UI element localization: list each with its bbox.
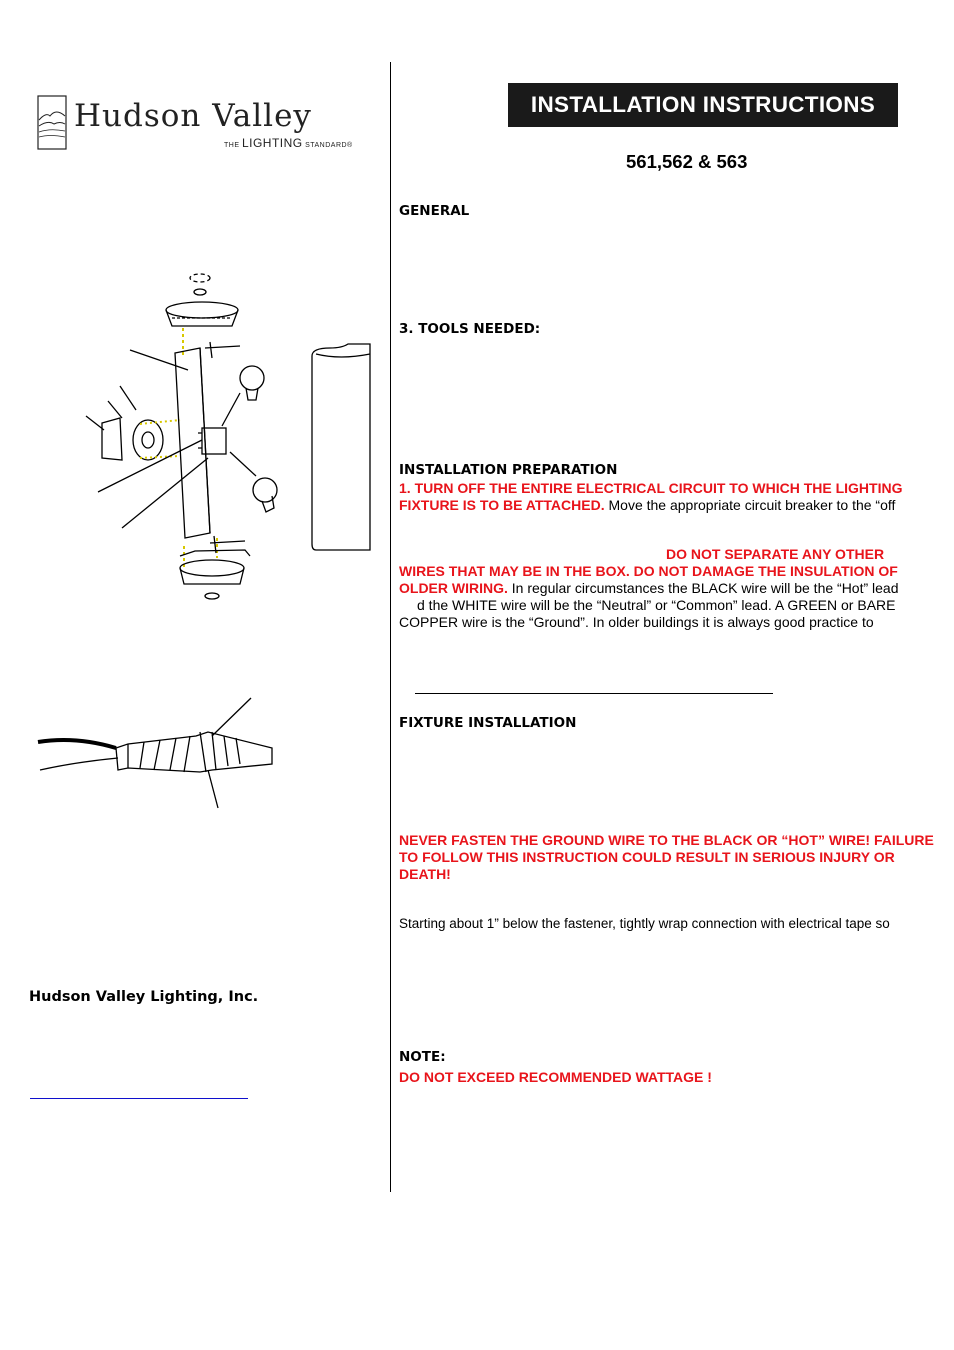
general-heading: GENERAL — [399, 203, 470, 219]
ground-warning: NEVER FASTEN THE GROUND WIRE TO THE BLACK OR “HOT” WIRE! FAILURE TO FOLLOW THIS INSTRUCTION COULD RESULT IN SERIOUS INJURY OR DEATH! — [399, 832, 934, 882]
mountain-logo-icon — [36, 94, 70, 152]
column-divider — [390, 62, 391, 1192]
fixture-heading: FIXTURE INSTALLATION — [399, 715, 577, 731]
prep-body-2: d the WHITE wire will be the “Neutral” or “Common” lead. A GREEN or BARE — [417, 597, 896, 613]
prep-warning-line1: DO NOT SEPARATE ANY OTHER — [666, 546, 885, 562]
prep-warning-line2: WIRES THAT MAY BE IN THE BOX. DO NOT DAMAGE THE INSULATION OF OLDER WIRING. — [399, 563, 898, 596]
prep-body-1: In regular circumstances the BLACK wire will be the “Hot” lead — [507, 580, 899, 596]
prep-step-1 — [399, 480, 934, 514]
tagline-suffix: STANDARD® — [305, 142, 353, 149]
prep-body-3: COPPER wire is the “Ground”. In older buildings it is always good practice to — [399, 614, 874, 630]
website-link-underline[interactable] — [30, 1098, 248, 1099]
model-numbers: 561,562 & 563 — [626, 151, 748, 172]
prep-step-1-body: Move the appropriate circuit breaker to the “off — [604, 497, 896, 513]
brand-logo — [36, 94, 376, 154]
prep-warning-block — [399, 563, 934, 597]
brand-tagline — [224, 136, 353, 150]
title-banner — [508, 83, 898, 127]
note-heading: NOTE: — [399, 1049, 446, 1065]
note-warning: DO NOT EXCEED RECOMMENDED WATTAGE ! — [399, 1069, 712, 1085]
blank-underline — [415, 693, 773, 694]
fixture-diagram — [80, 268, 380, 608]
page-title: INSTALLATION INSTRUCTIONS — [530, 92, 876, 117]
tape-instruction: Starting about 1” below the fastener, tightly wrap connection with electrical tape so — [399, 916, 890, 931]
prep-step-1-warning: 1. TURN OFF THE ENTIRE ELECTRICAL CIRCUIT TO WHICH THE LIGHTING FIXTURE IS TO BE ATTACHED. — [399, 480, 903, 513]
wire-tape-diagram — [36, 692, 276, 810]
company-name: Hudson Valley Lighting, Inc. — [29, 989, 259, 1005]
prep-heading: INSTALLATION PREPARATION — [399, 462, 618, 478]
tools-heading: 3. TOOLS NEEDED: — [399, 321, 541, 337]
tagline-main: LIGHTING — [241, 136, 303, 150]
tagline-prefix: THE — [224, 142, 240, 149]
brand-name: Hudson Valley — [74, 98, 312, 134]
